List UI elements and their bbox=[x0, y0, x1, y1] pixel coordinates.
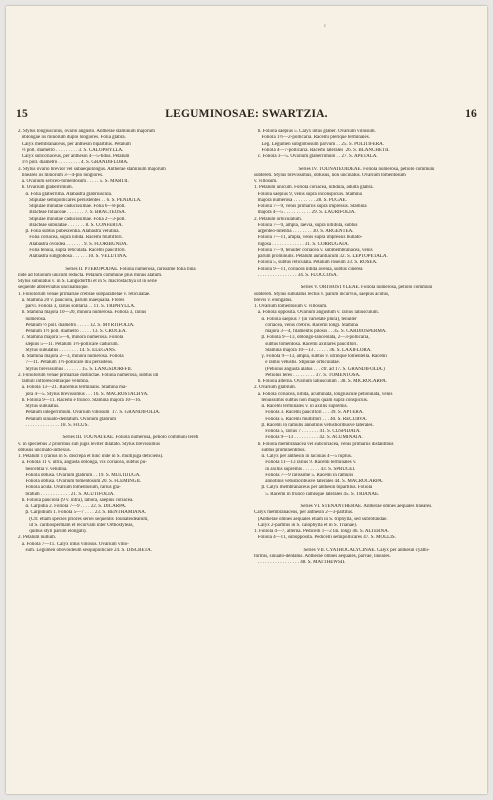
text-line: quibus styli parum elongati). bbox=[18, 529, 87, 534]
text-line: Leg. Legumen subglobosum parvum . . 25. S. POLITIFERA. bbox=[254, 141, 384, 147]
text-line: Foliola 4—11, subopposita. Pedicelli semipollicares 47. S. MOLLIS. bbox=[254, 535, 396, 541]
text-line: inde ad foliolum unicum reducta. Petalum commune plus minus alatum. bbox=[18, 272, 163, 278]
text-line: α. Racemi terminales v. in axillis supremis. bbox=[254, 404, 348, 409]
page-number-left: 15 bbox=[16, 108, 28, 120]
text-line: (Cfr. etiam species priores seriei sequentis Tounateidearum, bbox=[18, 516, 149, 522]
text-line: Foliola 7—9, venis primariis supra impressis. Stamina bbox=[254, 204, 367, 209]
text-line: majora 3—4, filamentis pilosis . . 35. S. CARDIOSPERMA. bbox=[254, 329, 387, 334]
text-line: 2. Stylus longiusculus, ovario angusto. Antherae staminum majorum bbox=[18, 129, 155, 134]
text-line: 1. Foliolorum venae primariae crebrae subparallelae v. reticulatae. bbox=[18, 291, 151, 297]
text-line: 2. Petalum orbiculatum. bbox=[254, 216, 303, 222]
text-line: b. Foliola alterna. Ovarium latiusculum . 38. S. MICROCARPA. bbox=[254, 379, 388, 384]
right-column bbox=[254, 129, 479, 567]
text-line: b. Stamina majora 10—20, minora numerosa. Foliola 3, rarius bbox=[18, 310, 147, 316]
text-line: . . . . . . . . . . . . . . . . . 48. S. MATTHEWSII. bbox=[254, 560, 346, 566]
text-line: b. Ovarium glaberrimum. bbox=[18, 185, 73, 191]
text-line: coriacea, venis crebris. Racemi longi. Stamina bbox=[254, 322, 358, 328]
text-line: lineares iis minorum 3—4-plo longiores. bbox=[18, 172, 104, 178]
text-line: b. Foliola pauciora (9 v. infra), latiora, saepius coriacea. bbox=[18, 497, 134, 503]
text-line: Foliola saepius 9, venis supra inconspicuis. Stamina bbox=[254, 191, 362, 197]
text-line: 1. Foliola 4—7, alterna. Pedicelli 1—2 lin. longi 46. S. ALTERNA. bbox=[254, 529, 389, 534]
text-line: Foliola 9—13 . . . . . . . . . . 42. S. ACUMINATA. bbox=[254, 435, 363, 441]
text-line: α. Calyx per anthesin in lacinias 4—5 ruptus. bbox=[254, 454, 353, 459]
text-line: Petalum integerrimum. Ovarium villosum 17. S. GRANDIFOLIA. bbox=[18, 410, 161, 416]
text-line: Calyx membranaceus, per anthesin 2—3-partitus. bbox=[254, 510, 354, 516]
text-line: Calyx membranaceus, per anthesin bipartitus. Petalum bbox=[18, 141, 131, 147]
text-line: ⅔ poll. diametro . . . . . . . . . 3. S. CALOPHYLLA. bbox=[18, 147, 124, 153]
text-line: parvi. Foliola 3, rarius solitaria . . 11. S. TRIPHYLLA. bbox=[18, 304, 136, 309]
text-line: β. Racemi in ramulis annotinis vetustioribusve laterales. bbox=[254, 422, 374, 428]
text-line: Foliola 7—9, ampla, laevia, supra nitidula, subtus bbox=[254, 222, 358, 228]
text-line: d. Stamina majora 2—3, minora numerosa. Foliola bbox=[18, 354, 124, 359]
text-line: γ. Foliola 9—13, ampla, subtus v. utrinque tomentella. Racemi bbox=[254, 354, 387, 359]
text-line: α. Carpidia 2. Foliola 7—9 . . . . 22. S. DICARPA. bbox=[18, 504, 127, 509]
text-line: Series VII. CYATHOCALYCINAE. Calyx per anthesin cyathi- bbox=[303, 547, 430, 553]
text-line: 2. Ovarium glabrum. bbox=[254, 385, 296, 391]
page-header bbox=[16, 108, 477, 122]
page-number-right: 16 bbox=[465, 108, 477, 120]
text-line: subtus prominentibus. bbox=[254, 447, 306, 453]
text-line: 1. Ovarium tomentosum v. villosum. bbox=[254, 304, 328, 309]
text-line: b. Foliola saepius 5. Calyx intus glaber. Ovarium villosum. bbox=[254, 129, 376, 134]
text-line: subtereti. Stylus subulatus rectus v. parum incurvus, saepius acutus, bbox=[254, 291, 390, 297]
text-line: ramuli inflorescentiaque velutina. bbox=[18, 379, 90, 384]
text-line: c. Stamina majora 5—6, minora numerosa. Foliola bbox=[18, 335, 124, 341]
text-line: Bracteae subulatae . . . . . . . 8. S. CONFERTA. bbox=[18, 222, 123, 228]
text-line: Foliola 7—11, ampla, venis supra impressis bullato- bbox=[254, 235, 363, 241]
text-line: Foliola 4—7-pollicaria. Racemi laterales 26. S. BLANCHETII. bbox=[254, 147, 390, 153]
text-line: 2. Foliolorum venae primariae distinctae. Foliola numerosa, subtus uti bbox=[18, 372, 159, 378]
running-title: LEGUMINOSAE: SWARTZIA. bbox=[165, 108, 328, 120]
text-line: a. Foliola coriacea, nitida, acuminata, longiuscule petiolulata, venis bbox=[254, 391, 393, 397]
text-line: a. Stamina 20 v. pauciora, parum inaequalia. Flores bbox=[18, 297, 125, 303]
text-line: subtus tomentosa. Racemi axillares pauciflori. bbox=[254, 341, 358, 347]
text-line: obtusus uncinato-inflexus. bbox=[18, 447, 71, 453]
text-line: Foliola 11—13 rarius 9. Racemi terminales v. bbox=[254, 460, 357, 466]
text-line: in axillis supremis . . . . . . . 43. S. SPRUCEI. bbox=[254, 466, 356, 472]
text-line: . . . . . . . . . . . . . . . . 34. S. FLOCCOSA. bbox=[254, 272, 338, 278]
text-line: Folia coriacea, supra nitida. Racemi multiflori. bbox=[18, 235, 123, 241]
text-line: subtereti. Stylus brevissimus, obtusus, non uncinatus. Ovarium tomentosum bbox=[254, 172, 406, 178]
text-line: 2. Petalum nullum. bbox=[18, 535, 57, 541]
text-line: Alabastra subglobosa . . . . . . 10. S. VELUTINA. bbox=[18, 254, 128, 259]
text-line: bescentia v. velutina. bbox=[18, 466, 68, 472]
text-line: majora numerosa . . . . . . . . . 28. S. PUGAE. bbox=[254, 197, 347, 203]
text-line: Stylus subulatus . . . . . . . . 14. S. ELEGANS. bbox=[18, 347, 117, 353]
text-line: (Antherae omnes aequales etiam in S. triphylla, sed subrotundae. bbox=[254, 516, 388, 522]
text-line: parum prominulis. Petalum aurantiacum 32. S. LEPTOPETALA. bbox=[254, 254, 388, 259]
text-line: Petalum ½ poll. diametro . . . . . 12. S. MYRTIFOLIA. bbox=[18, 322, 135, 328]
text-line: Foliola 1½—2-pollicaria. Racemi plerique terminales. bbox=[254, 135, 370, 141]
text-line: 1½ poll. diametro . . . . . . . . . 4. S. GRANDIFLORA. bbox=[18, 160, 129, 166]
text-line: c. Foliola 3—5. Ovarium glaberrimum . . 27. S. APETALA. bbox=[254, 154, 378, 159]
text-line: a. Foliola 13—21. Racemus terminalis. Stamina ma- bbox=[18, 385, 127, 391]
text-line: Foliola 9—11, coriacea nitida avenia, subtus cinerea bbox=[254, 266, 363, 272]
text-line: Foliola 5, subtus reticulata. Petalum roseum 33. S. ROSEA. bbox=[254, 260, 378, 266]
text-line: Foliola obtusa. Ovarium glabrum . . 19. S. MULTIJUGA. bbox=[18, 472, 141, 478]
text-line: Series V. ORTHOSTYLEAE. Foliola numerosa, petiolo communi bbox=[300, 285, 433, 291]
text-line: Stylus subulatus v. in S. Langsdorffii et in S. macrostachya ut in serie bbox=[18, 279, 157, 284]
text-line: Petalum sinuato-dentatum. Ovarium glabrum bbox=[18, 416, 117, 422]
text-line: α. Folia glaberrima. Alabastra glabriuscula. bbox=[18, 191, 113, 197]
text-line: 3. Stylus ovario brevior vel subaequilongus. Antherae staminum majorum bbox=[18, 166, 166, 172]
text-line: . . . . . . . . . . . . . . 18. S. FICUS. bbox=[18, 422, 89, 428]
text-line: oblongae iis minorum duplo longiores. Folia glabra. bbox=[18, 135, 126, 141]
text-line: Bracteae foliaceae . . . . . . . 7. S. BRACTEOSA. bbox=[18, 210, 127, 216]
text-line: a. Foliola 11 v. ultra, angusta oblonga, vix coriacea, subtus pu- bbox=[18, 460, 147, 466]
text-line: Series III. TOUNATEAE. Foliola numerosa, petiolo communi tereti bbox=[62, 435, 199, 441]
text-line: formis, sinuato-dentatus. Antherae omnes aequales, parvae, lineares. bbox=[254, 554, 391, 559]
text-line: numerosa. bbox=[18, 316, 47, 322]
text-line: β. Carpidium 1. Foliola 5—7 . . . . 23. S. BENTHAMIANA. bbox=[18, 510, 147, 516]
text-line: Series VI. STENANTHERAE. Antherae omnes aequales lineares. bbox=[300, 504, 433, 509]
text-line: Alabastra ovoidea . . . . . . . 9. S. FLORIBUNDA. bbox=[18, 241, 128, 247]
text-line: Foliola 3. Racemi pauciflori . . . 39. S. APTERA. bbox=[254, 410, 364, 416]
left-column bbox=[18, 129, 243, 554]
book-page bbox=[6, 6, 487, 794]
text-line: bratum . . . . . . . . . . . . 21. S. ACUTIFOLIA. bbox=[18, 491, 115, 497]
text-line: b. Foliola 9—11. Racemi e trunco. Stamina majora 10—16. bbox=[18, 397, 142, 403]
text-line: Foliola 7—9, tenuiter coriacea v. submembranacea, venis bbox=[254, 247, 373, 253]
text-line: brevis v. elongatus. bbox=[254, 297, 293, 303]
text-line: a. Foliola opposita. Ovarium angustum v. rarius latiusculum. bbox=[254, 310, 379, 316]
text-line: Stipulae semipollicares persistentes . . 6. S. PENDULA. bbox=[18, 197, 142, 203]
text-line: annotinis vetustioribusve laterales 44. S. MACROCARPA. bbox=[254, 479, 384, 484]
text-line: argenteo-nitentia . . . . . . . . 30. S. ARGENTEA. bbox=[254, 229, 354, 234]
text-line: Foliola 5, rarius 7 . . . . . . . 41. S. CUSPIDATA. bbox=[254, 429, 361, 434]
text-line: Stamina majora 10—13 . . . . . . 36. S. LAXIFLORA. bbox=[254, 347, 372, 353]
text-line: Stylus subulatus. bbox=[18, 404, 60, 409]
text-line: Calyx subcoriaceus, per anthesin 4—5-fidus. Petalum bbox=[18, 154, 130, 159]
text-line: Series II. PTEROPODAE. Foliola numerosa, rarissime folia bina bbox=[65, 266, 196, 272]
text-line: jora 4—5. Stylus brevissimus . . . 16. S. MACROSTACHYA. bbox=[18, 391, 149, 397]
text-line: Foliola acuta. Ovarium tomentosum, rarius gla- bbox=[18, 485, 121, 491]
text-line: a. Foliola 7—11. Calyx intus villosus. Ovarium villo- bbox=[18, 541, 129, 547]
text-line: sequente abbreviatus uncinatusque. bbox=[18, 285, 89, 291]
text-line: Foliola 5. Racemi multiflori . . . 40. S. RECURVA. bbox=[254, 416, 367, 422]
text-line: Folia tenuia, supra reticulata. Racemi pauciflori. bbox=[18, 247, 126, 253]
text-line: majora 4—5 . . . . . . . . . . . 29. S. LAURIFOLIA. bbox=[254, 210, 356, 216]
text-line: 1. Petalum 1 (rarius in S. discrepa et hinc inde in S. multijuga deficiens). bbox=[18, 454, 164, 459]
text-line: Petalum 1½ poll. diametro . . . . . 13. S. CROCEA. bbox=[18, 329, 127, 334]
text-line: Stylus brevissimus . . . . . . . 15. S. LANGSDORFFII. bbox=[18, 366, 133, 372]
text-line: (Petiolus angusta alatus . . . cfr. ad 17. S. GRANDIFOLIA.) bbox=[254, 366, 385, 372]
text-line: β. Calyx membranaceus per anthesin bipartitus. Foliola bbox=[254, 485, 373, 491]
text-line: sum. Legumen obovoideum sesquipollicare 24. S. DISCRETA. bbox=[18, 547, 153, 553]
text-line: β. Folia subtus pubescentia. Alabastra velutina. bbox=[18, 229, 120, 234]
text-line: ut S. cardiospermam et recurvam inter Orthostyleas, bbox=[18, 522, 134, 528]
text-line: 7—11. Petalum 1½-pollicare diu persistens. bbox=[18, 360, 114, 366]
text-line: Calyx 2-partitus in S. calophylla et in S. Trianae). bbox=[254, 522, 358, 528]
text-line: 1. Petalum unicum. Foliola coriacea, nitidula, adulta glabra. bbox=[254, 185, 374, 191]
text-line: Series IV. TOUNATEOIDEAE. Foliola numerosa, petiolo communi bbox=[298, 166, 435, 172]
text-line: Stipulae minutae caducissimae. Folia 2—3-poll. bbox=[18, 216, 126, 222]
text-line: Petiolus teres . . . . . . . . . 37. S. TOMENTOSA. bbox=[254, 372, 361, 378]
text-line: e ramis vetustis. Stipulae orbiculatae. bbox=[254, 360, 340, 366]
text-line: v. in speciebus 2 prioribus sub jugis leviter dilatato. Stylus brevissimus bbox=[18, 441, 160, 447]
text-line: v. villosum. bbox=[254, 179, 278, 184]
text-line: tenuissimis subtus non magis quam supra conspicuis. bbox=[254, 397, 369, 403]
text-line: rugosa . . . . . . . . . . . . . 31. S. CORRUGATA. bbox=[254, 241, 350, 247]
text-line: β. Foliola 9—13, oblongo-lanceolata, 2—3-pollicaria, bbox=[254, 335, 370, 341]
text-line: Foliola obtusa. Ovarium tomentosum 20. S. FLEMINGII. bbox=[18, 479, 142, 484]
text-line: a. Ovarium sericeo-tomentosum . . . . . 5. S. MARTII. bbox=[18, 179, 129, 184]
text-line: sæpius 5—11. Petalum 1½-pollicare caducum. bbox=[18, 341, 119, 347]
text-line: b. Foliola membranacea vel subcoriacea, venis primariis distantibus bbox=[254, 441, 394, 447]
corner-mark: c bbox=[324, 24, 327, 29]
text-line: Stipulae minutae caducissimae. Folia 6—8-poll. bbox=[18, 204, 126, 209]
text-line: 5. Racemi in trunco ramisque laterales 45. S. TRIANAE. bbox=[254, 491, 380, 497]
text-line: α. Foliola saepius 7 (in varietate plura), tenuiter bbox=[254, 316, 357, 322]
text-line: Foliola 7—9 rarissime 5. Racemi in ramulis bbox=[254, 472, 354, 478]
